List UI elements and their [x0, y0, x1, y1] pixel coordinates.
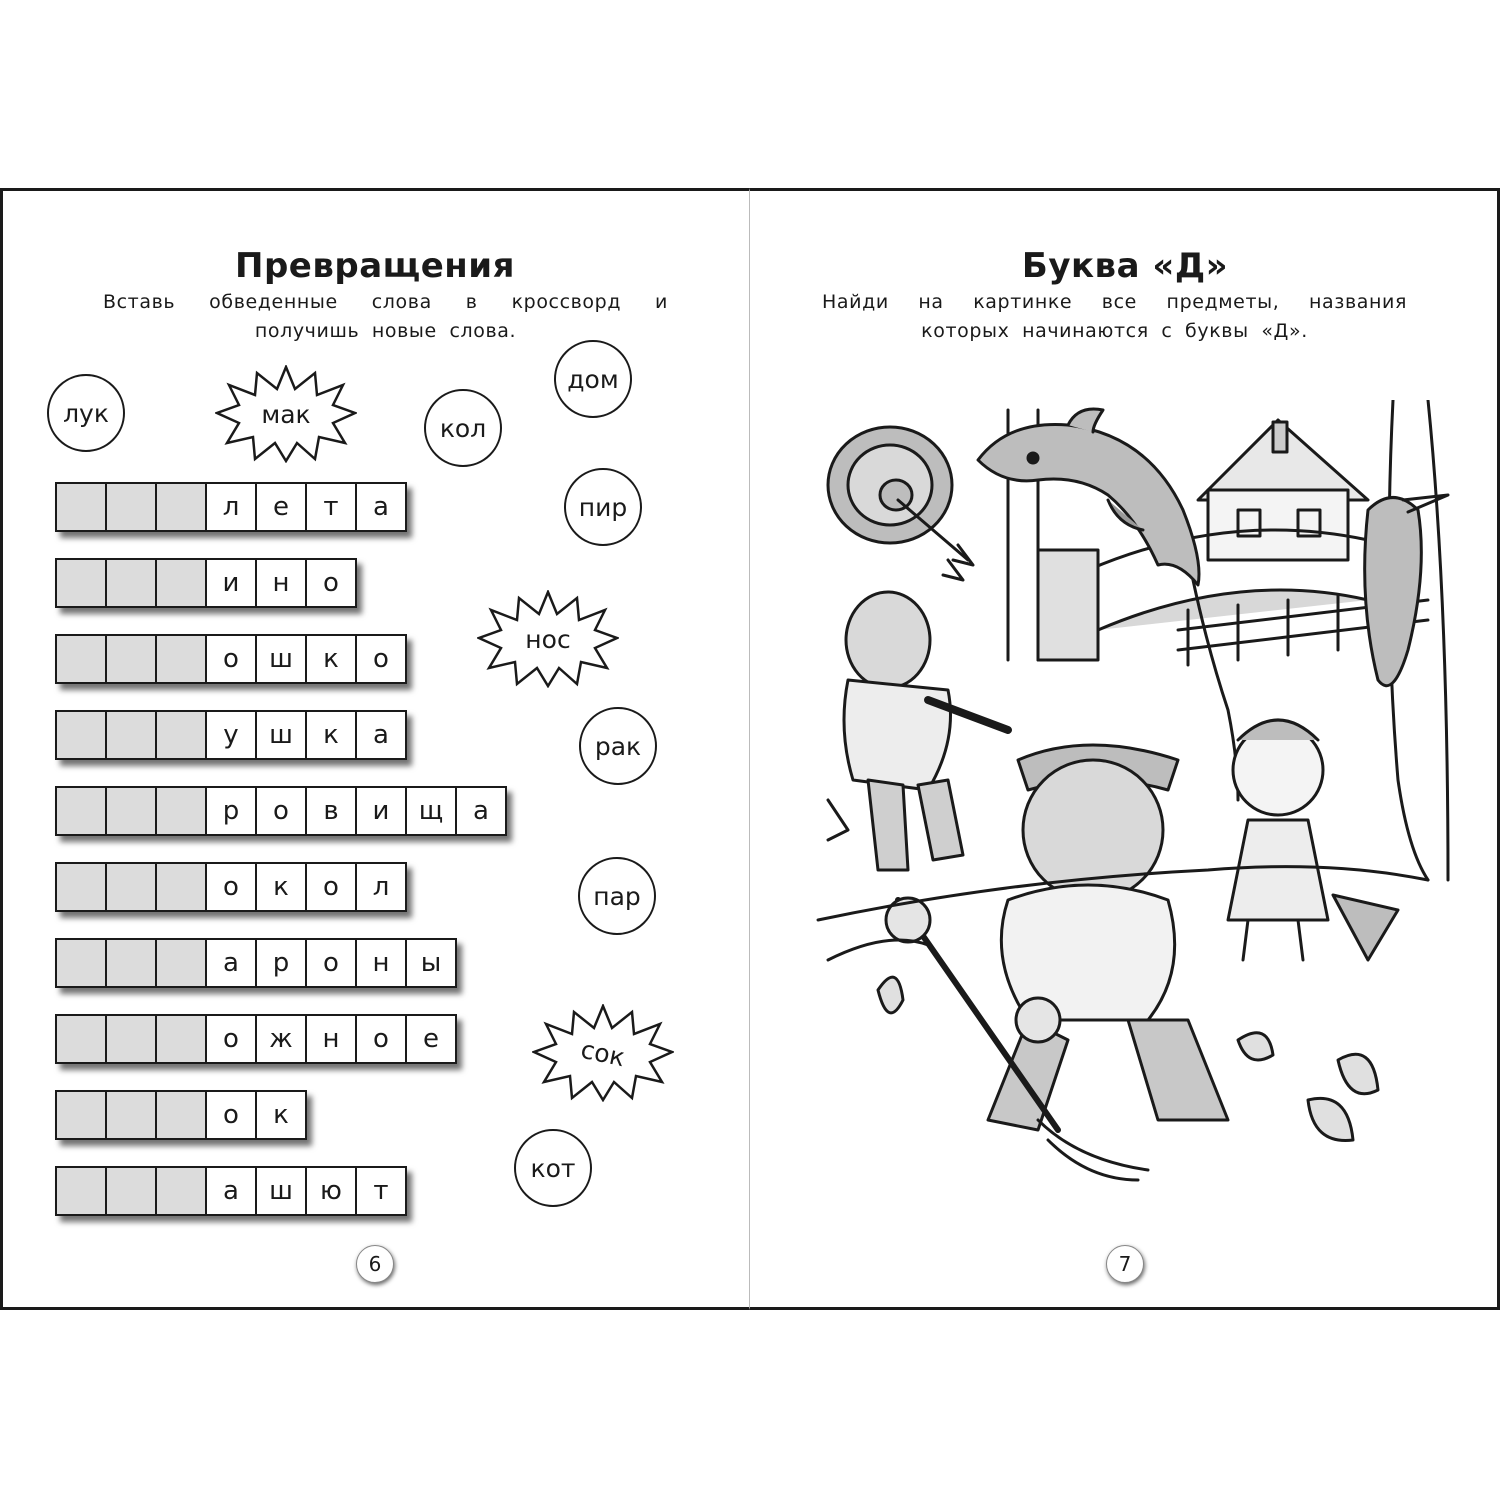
crossword-letter-cell: к [255, 1090, 307, 1140]
burst-word-nos [477, 590, 619, 688]
crossword-letter-cell: щ [405, 786, 457, 836]
crossword-blank-cell[interactable] [105, 786, 157, 836]
crossword-letter-cell: ш [255, 634, 307, 684]
crossword-blank-cell[interactable] [55, 1166, 107, 1216]
crossword-blank-cell[interactable] [105, 938, 157, 988]
crossword-letter-cell: и [205, 558, 257, 608]
crossword-blank-cell[interactable] [155, 634, 207, 684]
crossword-blank-cell[interactable] [155, 938, 207, 988]
crossword-letter-cell: о [305, 558, 357, 608]
crossword-blank-cell[interactable] [55, 1090, 107, 1140]
crossword-letter-cell: а [355, 482, 407, 532]
circled-word-kol: кол [424, 389, 502, 467]
girl-figure-icon [1228, 720, 1398, 960]
crossword-blank-cell[interactable] [155, 1166, 207, 1216]
crossword-row [55, 634, 407, 684]
crossword-row [55, 862, 407, 912]
crossword-letter-cell: к [255, 862, 307, 912]
crossword-blank-cell[interactable] [155, 482, 207, 532]
burst-word-sok-label: сок [578, 1034, 628, 1072]
crossword-letter-cell: о [205, 1014, 257, 1064]
crossword-letter-cell: в [305, 786, 357, 836]
circled-word-rak: рак [579, 707, 657, 785]
crossword-row [55, 786, 507, 836]
crossword-blank-cell[interactable] [55, 786, 107, 836]
crossword-letter-cell: ы [405, 938, 457, 988]
dolphin-balloon-icon [978, 409, 1238, 800]
crossword-letter-cell: о [205, 862, 257, 912]
crossword-letter-cell: о [305, 862, 357, 912]
crossword-letter-cell: и [355, 786, 407, 836]
crossword-letter-cell: ю [305, 1166, 357, 1216]
crossword-row [55, 1014, 457, 1064]
crossword-blank-cell[interactable] [105, 1090, 157, 1140]
crossword-blank-cell[interactable] [105, 862, 157, 912]
crossword-letter-cell: к [305, 710, 357, 760]
crossword-letter-cell: а [455, 786, 507, 836]
crossword-letter-cell: е [405, 1014, 457, 1064]
crossword-blank-cell[interactable] [55, 1014, 107, 1064]
crossword-letter-cell: о [255, 786, 307, 836]
crossword-blank-cell[interactable] [55, 634, 107, 684]
circled-word-dom: дом [554, 340, 632, 418]
crossword-letter-cell: р [255, 938, 307, 988]
burst-word-mak [215, 365, 357, 463]
crossword-row [55, 938, 457, 988]
crossword-letter-cell: н [305, 1014, 357, 1064]
crossword-blank-cell[interactable] [55, 482, 107, 532]
crossword-letter-cell: о [205, 1090, 257, 1140]
grandpa-figure-icon [828, 592, 1008, 870]
crossword-letter-cell: н [355, 938, 407, 988]
crossword-blank-cell[interactable] [105, 1014, 157, 1064]
burst-word-mak-label: мак [261, 399, 311, 429]
crossword-letter-cell: у [205, 710, 257, 760]
circled-word-kot: кот [514, 1129, 592, 1207]
crossword-blank-cell[interactable] [155, 862, 207, 912]
crossword-letter-cell: е [255, 482, 307, 532]
crossword-row [55, 1090, 307, 1140]
left-page-number: 6 [356, 1245, 394, 1283]
burst-word-nos-label: нос [525, 624, 571, 654]
crossword-blank-cell[interactable] [55, 558, 107, 608]
woodpecker-icon [1365, 495, 1448, 686]
crossword-letter-cell: к [305, 634, 357, 684]
circled-word-luk: лук [47, 374, 125, 452]
crossword-blank-cell[interactable] [55, 938, 107, 988]
circled-word-par: пар [578, 857, 656, 935]
crossword-blank-cell[interactable] [155, 1090, 207, 1140]
crossword-row [55, 710, 407, 760]
crossword-blank-cell[interactable] [155, 786, 207, 836]
right-page-instruction: Найди на картинке все предметы, названия которых начинаются с буквы «Д». [822, 291, 1407, 342]
crossword-blank-cell[interactable] [155, 558, 207, 608]
crossword-letter-cell: н [255, 558, 307, 608]
target-icon [828, 427, 973, 580]
coloring-illustration [808, 400, 1453, 1190]
crossword-letter-cell: ж [255, 1014, 307, 1064]
crossword-letter-cell: ш [255, 1166, 307, 1216]
crossword-blank-cell[interactable] [105, 710, 157, 760]
crossword-row [55, 482, 407, 532]
crossword-letter-cell: т [305, 482, 357, 532]
crossword-letter-cell: а [355, 710, 407, 760]
crossword-letter-cell: ш [255, 710, 307, 760]
crossword-blank-cell[interactable] [155, 710, 207, 760]
crossword-blank-cell[interactable] [155, 1014, 207, 1064]
crossword-blank-cell[interactable] [55, 862, 107, 912]
crossword-blank-cell[interactable] [105, 558, 157, 608]
crossword-blank-cell[interactable] [55, 710, 107, 760]
burst-word-sok [532, 1004, 674, 1102]
crossword-blank-cell[interactable] [105, 482, 157, 532]
circled-word-pir: пир [564, 468, 642, 546]
right-page-number: 7 [1106, 1245, 1144, 1283]
crossword-blank-cell[interactable] [105, 1166, 157, 1216]
left-page-instruction: Вставь обведенные слова в кроссворд и получишь новые слова. [103, 291, 668, 342]
crossword-letter-cell: о [355, 1014, 407, 1064]
crossword-letter-cell: о [355, 634, 407, 684]
crossword-letter-cell: а [205, 938, 257, 988]
left-page-title: Превращения [235, 246, 515, 286]
crossword-letter-cell: л [355, 862, 407, 912]
right-page-title: Буква «Д» [1021, 246, 1229, 286]
crossword-letter-cell: р [205, 786, 257, 836]
crossword-row [55, 558, 357, 608]
crossword-blank-cell[interactable] [105, 634, 157, 684]
crossword-letter-cell: о [205, 634, 257, 684]
crossword-letter-cell: л [205, 482, 257, 532]
crossword-row [55, 1166, 407, 1216]
crossword-letter-cell: о [305, 938, 357, 988]
crossword-letter-cell: т [355, 1166, 407, 1216]
crossword-letter-cell: а [205, 1166, 257, 1216]
